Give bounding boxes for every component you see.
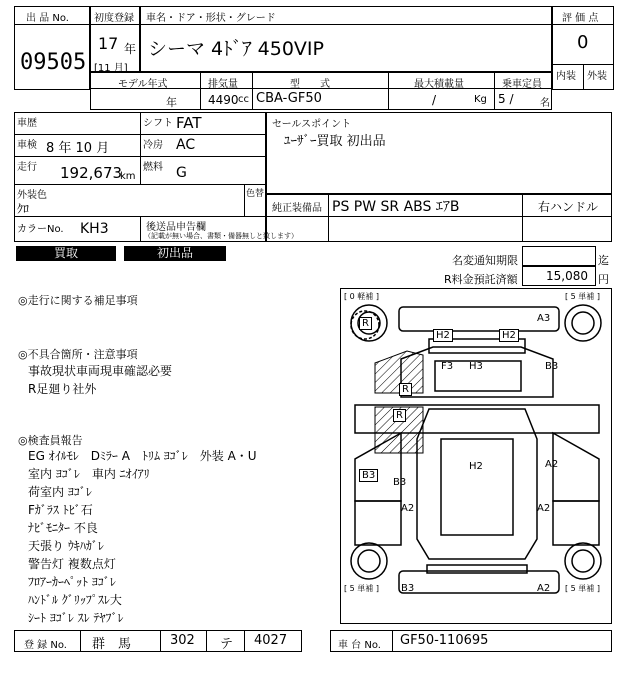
recycle-value: 15,080: [546, 269, 588, 283]
chassis-label: 車 台 No.: [338, 640, 381, 651]
aircon-label: 冷房: [143, 140, 163, 151]
name-change-label: 名変通知期限: [452, 254, 518, 267]
buyout-badge: 買取: [16, 246, 116, 261]
mileage: 192,673: [60, 164, 123, 182]
inspector-item: 室内 ﾖｺﾞﾚ 車内 ﾆｵｲｱﾘ: [28, 467, 150, 481]
model-year-unit: 年: [166, 96, 177, 109]
inspector-title: ◎検査員報告: [18, 434, 83, 447]
mark-r-mid1: R: [399, 383, 412, 396]
color-no-label: カラーNo.: [17, 224, 64, 235]
inspector-item: 天張り ｳｷﾊｶﾞﾚ: [28, 539, 104, 553]
interior-label: 内装: [556, 71, 576, 82]
max-load-unit: Kg: [474, 94, 487, 105]
inspector-item: ｼｰﾄ ﾖｺﾞﾚ ｽﾚ ﾃﾔﾌﾞﾚ: [28, 611, 124, 625]
mark-h3: H3: [469, 361, 483, 372]
max-load-slash: /: [432, 93, 437, 107]
genuine-equipment: PS PW SR ABS ｴｱB: [332, 199, 460, 215]
model-label: 型 式: [290, 79, 330, 90]
inspector-item: 荷室内 ﾖｺﾞﾚ: [28, 485, 92, 499]
first-reg-month: [11 月]: [94, 63, 128, 74]
inspector-item: Fｶﾞﾗｽ ﾄﾋﾞ石: [28, 503, 93, 517]
lot-no: 09505: [20, 50, 87, 75]
mark-a2-bottom: A2: [537, 583, 551, 594]
inspection: 8 年 10 月: [46, 141, 110, 156]
fuel: G: [176, 165, 187, 181]
lot-no-label: 出 品 No.: [26, 13, 69, 24]
damage-diagram: [340, 288, 612, 624]
reg-no-label: 登 録 No.: [24, 640, 67, 651]
car-name-label: 車名・ドア・形状・グレード: [146, 13, 276, 24]
first-reg-year-unit: 年: [124, 42, 137, 56]
mark-a2-right2: A2: [537, 503, 551, 514]
mark-a2-left: A2: [401, 503, 415, 514]
corner-label-tr: [ 5 単補 ]: [565, 292, 600, 301]
name-change-box: [522, 246, 596, 266]
reg-kana: テ: [220, 637, 234, 652]
reg-class: 302: [170, 633, 195, 648]
mark-h2-right: H2: [499, 329, 519, 342]
recycle-unit: 円: [598, 273, 609, 286]
mark-h2-center: H2: [469, 461, 483, 472]
mark-h2-left: H2: [433, 329, 453, 342]
model-year-label: モデル年式: [118, 79, 168, 90]
mark-a3-top: A3: [537, 313, 551, 324]
capacity-unit: 名: [540, 98, 550, 109]
aftermarket-note: （記載が無い場合、書類・備器無しと致します）: [144, 232, 298, 240]
aircon: AC: [176, 137, 196, 153]
mark-b3-bottom: B3: [401, 583, 415, 594]
reg-number: 4027: [254, 633, 288, 648]
car-name: シーマ 4ﾄﾞｱ 450VIP: [148, 38, 324, 60]
mark-f3: F3: [441, 361, 454, 372]
color-no: KH3: [80, 221, 109, 237]
aftermarket-label: 後送品申告欄: [146, 222, 206, 233]
mark-r-mid2: R: [393, 409, 406, 422]
shift: FAT: [176, 114, 202, 132]
steering: 右ハンドル: [538, 200, 599, 214]
shift-label: シフト: [143, 118, 173, 129]
mileage-unit: km: [120, 171, 136, 182]
mark-r-front: R: [359, 317, 372, 330]
first-reg-year: 17: [98, 34, 119, 53]
mileage-label: 走行: [17, 162, 37, 173]
reg-region: 群 馬: [92, 637, 132, 652]
mark-b3-left2: B3: [393, 477, 407, 488]
displacement-label: 排気量: [208, 79, 238, 90]
repaint-label: 色替: [246, 189, 265, 199]
first-listing-badge: 初出品: [124, 246, 226, 261]
inspector-item: ﾊﾝﾄﾞﾙ ｸﾞﾘｯﾌﾟｽﾚ大: [28, 593, 122, 607]
defect-item: R足廻り社外: [28, 382, 97, 396]
eval-score: 0: [577, 32, 589, 53]
displacement: 4490: [208, 93, 239, 107]
first-reg-label: 初度登録: [94, 13, 134, 24]
corner-label-tl: [ 0 軽補 ]: [344, 292, 379, 301]
eval-label: 評 価 点: [562, 13, 599, 24]
chassis-no: GF50-110695: [400, 633, 489, 648]
capacity: 5 /: [498, 92, 514, 106]
inspector-item: EG ｵｲﾙﾓﾚ Dﾐﾗｰ A ﾄﾘﾑ ﾖｺﾞﾚ 外装 A・U: [28, 449, 257, 463]
capacity-label: 乗車定員: [502, 79, 542, 90]
history-label: 車歴: [17, 118, 37, 129]
sales-point: ﾕｰｻﾞｰ買取 初出品: [284, 134, 386, 149]
genuine-equipment-label: 純正装備品: [272, 203, 322, 214]
inspector-item: ﾌﾛｱｰｶｰﾍﾟｯﾄ ﾖｺﾞﾚ: [28, 575, 116, 589]
max-load-label: 最大積載量: [414, 79, 464, 90]
driving-notes-title: ◎走行に関する補足事項: [18, 294, 138, 307]
name-change-unit: 迄: [598, 254, 609, 267]
exterior-color: ｸﾛ: [17, 202, 30, 216]
inspector-item: 警告灯 複数点灯: [28, 557, 116, 571]
exterior-color-label: 外装色: [17, 190, 47, 201]
mark-b3-left: B3: [359, 469, 378, 482]
inspection-label: 車検: [17, 140, 37, 151]
corner-label-bl: [ 5 単補 ]: [344, 584, 379, 593]
displacement-unit: cc: [238, 94, 249, 105]
model: CBA-GF50: [256, 91, 322, 106]
car-outline: [341, 289, 611, 623]
corner-label-br: [ 5 単補 ]: [565, 584, 600, 593]
fuel-label: 燃料: [143, 162, 163, 173]
sales-point-label: セールスポイント: [272, 119, 352, 130]
mark-a2-right: A2: [545, 459, 559, 470]
recycle-label: R料金預託済額: [444, 273, 518, 286]
inspector-item: ﾅﾋﾞﾓﾆﾀｰ 不良: [28, 521, 98, 535]
exterior-label: 外装: [587, 71, 607, 82]
defect-item: 事故現状車両現車確認必要: [28, 364, 173, 378]
mark-b3-right: B3: [545, 361, 559, 372]
defects-title: ◎不具合箇所・注意事項: [18, 348, 138, 361]
